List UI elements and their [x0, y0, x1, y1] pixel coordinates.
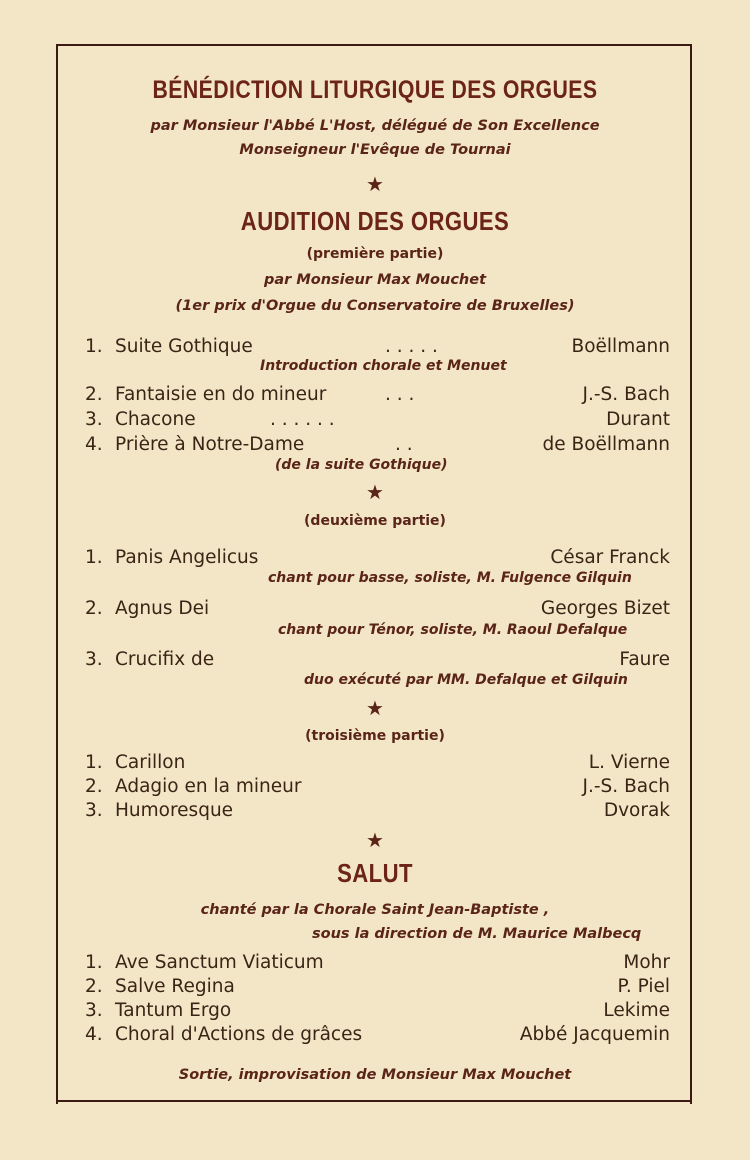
salut-item-1: [85, 952, 670, 976]
item-number: 1.: [85, 952, 103, 973]
item-composer: P. Piel: [617, 976, 670, 997]
salut-line-2: sous la direction de M. Maurice Malbecq: [312, 926, 642, 942]
item-number: 1.: [85, 752, 103, 773]
item-number: 3.: [85, 649, 103, 670]
item-title: Panis Angelicus: [115, 547, 259, 568]
item-number: 3.: [85, 800, 103, 821]
part2-item-2: [85, 598, 670, 622]
item-number: 1.: [85, 336, 103, 357]
item-title: Crucifix de: [115, 649, 215, 670]
item-composer: L. Vierne: [588, 752, 670, 773]
first-part-label: (première partie): [306, 246, 444, 262]
item-title: Fantaisie en do mineur: [115, 384, 327, 405]
item-composer: Lekime: [603, 1000, 670, 1021]
item-number: 1.: [85, 547, 103, 568]
part2-note-3: duo exécuté par MM. Defalque et Gilquin: [304, 672, 628, 688]
item-composer: César Franck: [550, 547, 670, 568]
part1-note-4: (de la suite Gothique): [275, 457, 448, 473]
item-title: Humoresque: [115, 800, 234, 821]
item-composer: de Boëllmann: [542, 434, 670, 455]
leader-dots: . . .: [385, 384, 415, 405]
item-title: Agnus Dei: [115, 598, 210, 619]
leader-dots: . . . . . .: [270, 409, 335, 430]
item-number: 3.: [85, 409, 103, 430]
item-number: 2.: [85, 776, 103, 797]
performer-line: par Monsieur Max Mouchet: [263, 272, 487, 288]
part3-item-2: [85, 776, 670, 800]
leader-dots: . . . . .: [385, 336, 438, 357]
item-composer: J.-S. Bach: [582, 776, 670, 797]
benediction-line-2: Monseigneur l'Evêque de Tournai: [239, 142, 511, 158]
item-composer: Faure: [619, 649, 670, 670]
item-title: Adagio en la mineur: [115, 776, 302, 797]
item-number: 3.: [85, 1000, 103, 1021]
part2-note-1: chant pour basse, soliste, M. Fulgence Gilquin: [268, 570, 632, 586]
star-icon: ★: [366, 696, 384, 720]
part1-item-3: [85, 409, 670, 433]
part2-item-1: [85, 547, 670, 571]
item-title: Suite Gothique: [115, 336, 253, 357]
third-part-label: (troisième partie): [305, 728, 445, 744]
salut-line-1: chanté par la Chorale Saint Jean-Baptiste ,: [200, 902, 550, 918]
part2-item-3: [85, 649, 670, 673]
item-number: 2.: [85, 976, 103, 997]
salut-title: SALUT: [337, 858, 413, 888]
item-title: Chacone: [115, 409, 196, 430]
benediction-title: BÉNÉDICTION LITURGIQUE DES ORGUES: [152, 76, 598, 104]
item-composer: Boëllmann: [571, 336, 670, 357]
part2-note-2: chant pour Ténor, soliste, M. Raoul Defalque: [278, 622, 628, 638]
part1-item-4: [85, 434, 670, 458]
item-title: Salve Regina: [115, 976, 235, 997]
item-title: Tantum Ergo: [115, 1000, 232, 1021]
item-composer: J.-S. Bach: [582, 384, 670, 405]
item-title: Carillon: [115, 752, 186, 773]
part1-note-1: Introduction chorale et Menuet: [260, 358, 507, 374]
item-number: 2.: [85, 598, 103, 619]
item-title: Choral d'Actions de grâces: [115, 1024, 363, 1045]
item-number: 4.: [85, 434, 103, 455]
item-composer: Abbé Jacquemin: [519, 1024, 670, 1045]
star-icon: ★: [366, 172, 384, 196]
page-frame-bottom: [58, 1100, 692, 1102]
leader-dots: . .: [395, 434, 413, 455]
sortie-line: Sortie, improvisation de Monsieur Max Mouchet: [178, 1067, 572, 1083]
item-number: 2.: [85, 384, 103, 405]
audition-title: AUDITION DES ORGUES: [240, 206, 510, 236]
part3-item-1: [85, 752, 670, 776]
item-number: 4.: [85, 1024, 103, 1045]
item-title: Ave Sanctum Viaticum: [115, 952, 324, 973]
star-icon: ★: [366, 480, 384, 504]
part3-item-3: [85, 800, 670, 824]
salut-item-4: [85, 1024, 670, 1048]
prize-line: (1er prix d'Orgue du Conservatoire de Bruxelles): [175, 298, 575, 314]
salut-item-3: [85, 1000, 670, 1024]
second-part-label: (deuxième partie): [304, 513, 446, 529]
salut-item-2: [85, 976, 670, 1000]
item-composer: Georges Bizet: [540, 598, 670, 619]
item-composer: Durant: [606, 409, 670, 430]
item-composer: Dvorak: [603, 800, 670, 821]
star-icon: ★: [366, 828, 384, 852]
part1-item-1: [85, 336, 670, 360]
part1-item-2: [85, 384, 670, 408]
benediction-line-1: par Monsieur l'Abbé L'Host, délégué de Son Excellence: [150, 118, 600, 134]
item-composer: Mohr: [623, 952, 670, 973]
item-title: Prière à Notre-Dame: [115, 434, 305, 455]
